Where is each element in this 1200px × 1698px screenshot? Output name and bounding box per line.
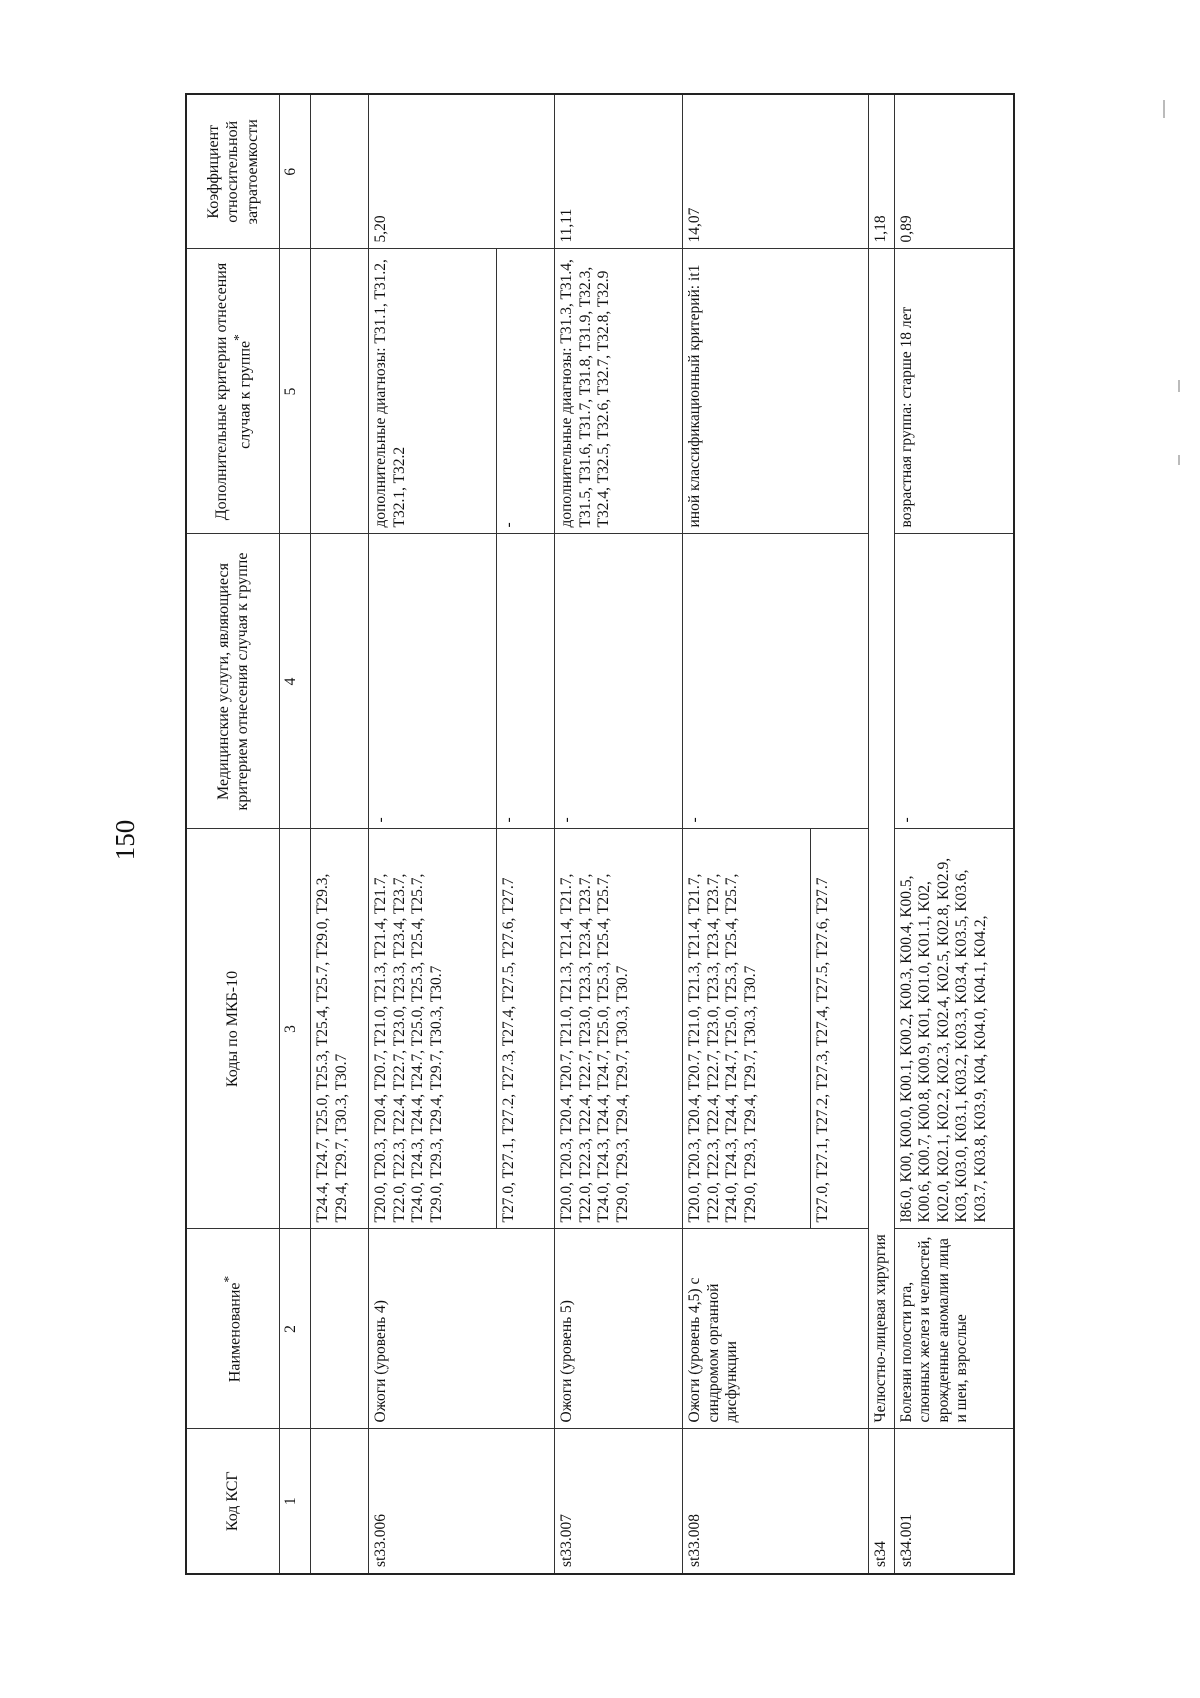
header-services: Медицинские услуги, являющиеся критерием отнесения случая к группе [186,534,280,829]
name-cell [311,1229,369,1429]
header-coefficient: Коэффициент относительной затратоемкости [186,94,280,249]
criteria-cell: возрастная группа: старше 18 лет [894,249,1014,534]
column-number: 1 [280,1429,311,1574]
header-criteria: Дополнительные критерии отнесения случая к группе* [186,249,280,534]
code-cell: st33.006 [369,1429,555,1574]
table-row-st33-008 [683,94,811,1574]
column-number: 5 [280,249,311,534]
coefficient-cell: 11,11 [555,94,683,249]
column-number: 2 [280,1229,311,1429]
name-cell: Болезни полости рта, слюнных желез и челюстей, врожденные аномалии лица и шеи, взрослые [894,1229,1014,1429]
coefficient-cell: 5,20 [369,94,555,249]
icd-codes-cell: T20.0, T20.3, T20.4, T20.7, T21.0, T21.3, T21.4, T21.7, T22.0, T22.3, T22.4, T22.7, T23.0, T23.3, T23.4, T23.7, T24.0, T24.3, T24.4, T24.7, T25.0, T25.3, T25.4, T25.7, T29.0, T29.3, T29.4, T29.7, T30.3, T30.7 [369,829,497,1229]
scan-artifact-mark [1178,380,1180,392]
scan-artifact-mark [1178,455,1180,465]
criteria-cell: иной классификационный критерий: it1 [683,249,869,534]
rotated-table-container [185,95,1015,1575]
table-row-st33-007 [555,94,683,1574]
table-row-st34-section [869,94,895,1574]
table-row-continuation [311,94,369,1574]
section-code-cell: st34 [869,1429,895,1574]
services-cell: - [555,534,683,829]
icd-codes-cell: T20.0, T20.3, T20.4, T20.7, T21.0, T21.3, T21.4, T21.7, T22.0, T22.3, T22.4, T22.7, T23.0, T23.3, T23.4, T23.7, T24.0, T24.3, T24.4, T24.7, T25.0, T25.3, T25.4, T25.7, T29.0, T29.3, T29.4, T29.7, T30.3, T30.7 [683,829,811,1229]
icd-codes-cell: I86.0, K00, K00.0, K00.1, K00.2, K00.3, K00.4, K00.5, K00.6, K00.7, K00.8, K00.9, K01, K01.0, K01.1, K02, K02.0, K02.1, K02.2, K02.3, K02.4, K02.5, K02.8, K02.9, K03, K03.0, K03.1, K03.2, K03.3, K03.4, K03.5, K03.6, K03.7, K03.8, K03.9, K04, K04.0, K04.1, K04.2, [894,829,1014,1229]
table-row-st34-001 [894,94,1014,1574]
column-number: 4 [280,534,311,829]
coefficient-cell: 0,89 [894,94,1014,249]
icd-codes-cell: T27.0, T27.1, T27.2, T27.3, T27.4, T27.5, T27.6, T27.7 [497,829,555,1229]
header-criteria-footnote-mark: * [230,334,246,341]
coefficient-cell [311,94,369,249]
column-number-row [280,94,311,1574]
header-name-footnote-mark: * [221,1275,237,1283]
scan-artifact-mark [1163,100,1165,118]
icd-codes-cell: T20.0, T20.3, T20.4, T20.7, T21.0, T21.3, T21.4, T21.7, T22.0, T22.3, T22.4, T22.7, T23.0, T23.3, T23.4, T23.7, T24.0, T24.3, T24.4, T24.7, T25.0, T25.3, T25.4, T25.7, T29.0, T29.3, T29.4, T29.7, T30.3, T30.7 [555,829,683,1229]
section-coefficient-cell: 1,18 [869,94,895,249]
services-cell [311,534,369,829]
header-name: Наименование* [186,1229,280,1429]
criteria-cell: - [497,249,555,534]
table-row-st33-006 [369,94,497,1574]
ksg-table [185,93,1015,1575]
services-cell: - [683,534,869,829]
header-icd-codes: Коды по МКБ-10 [186,829,280,1229]
page-number: 150 [110,819,140,861]
coefficient-cell: 14,07 [683,94,869,249]
code-cell: st34.001 [894,1429,1014,1574]
icd-codes-cell: T24.4, T24.7, T25.0, T25.3, T25.4, T25.7, T29.0, T29.3, T29.4, T29.7, T30.3, T30.7 [311,829,369,1229]
column-number: 6 [280,94,311,249]
services-cell: - [497,534,555,829]
table-header-row [186,94,280,1574]
name-cell: Ожоги (уровень 4) [369,1229,555,1429]
services-cell: - [894,534,1014,829]
criteria-cell: дополнительные диагнозы: T31.1, T31.2, T32.1, T32.2 [369,249,497,534]
name-cell: Ожоги (уровень 5) [555,1229,683,1429]
code-cell [311,1429,369,1574]
column-number: 3 [280,829,311,1229]
code-cell: st33.008 [683,1429,869,1574]
header-code: Код КСГ [186,1429,280,1574]
services-cell: - [369,534,497,829]
criteria-cell: дополнительные диагнозы: T31.3, T31.4, T31.5, T31.6, T31.7, T31.8, T31.9, T32.3, T32.4, T32.5, T32.6, T32.7, T32.8, T32.9 [555,249,683,534]
criteria-cell [311,249,369,534]
icd-codes-cell: T27.0, T27.1, T27.2, T27.3, T27.4, T27.5, T27.6, T27.7 [811,829,869,1229]
name-cell: Ожоги (уровень 4,5) с синдромом органной дисфункции [683,1229,869,1429]
code-cell: st33.007 [555,1429,683,1574]
section-name-cell: Челюстно-лицевая хирургия [869,249,895,1429]
